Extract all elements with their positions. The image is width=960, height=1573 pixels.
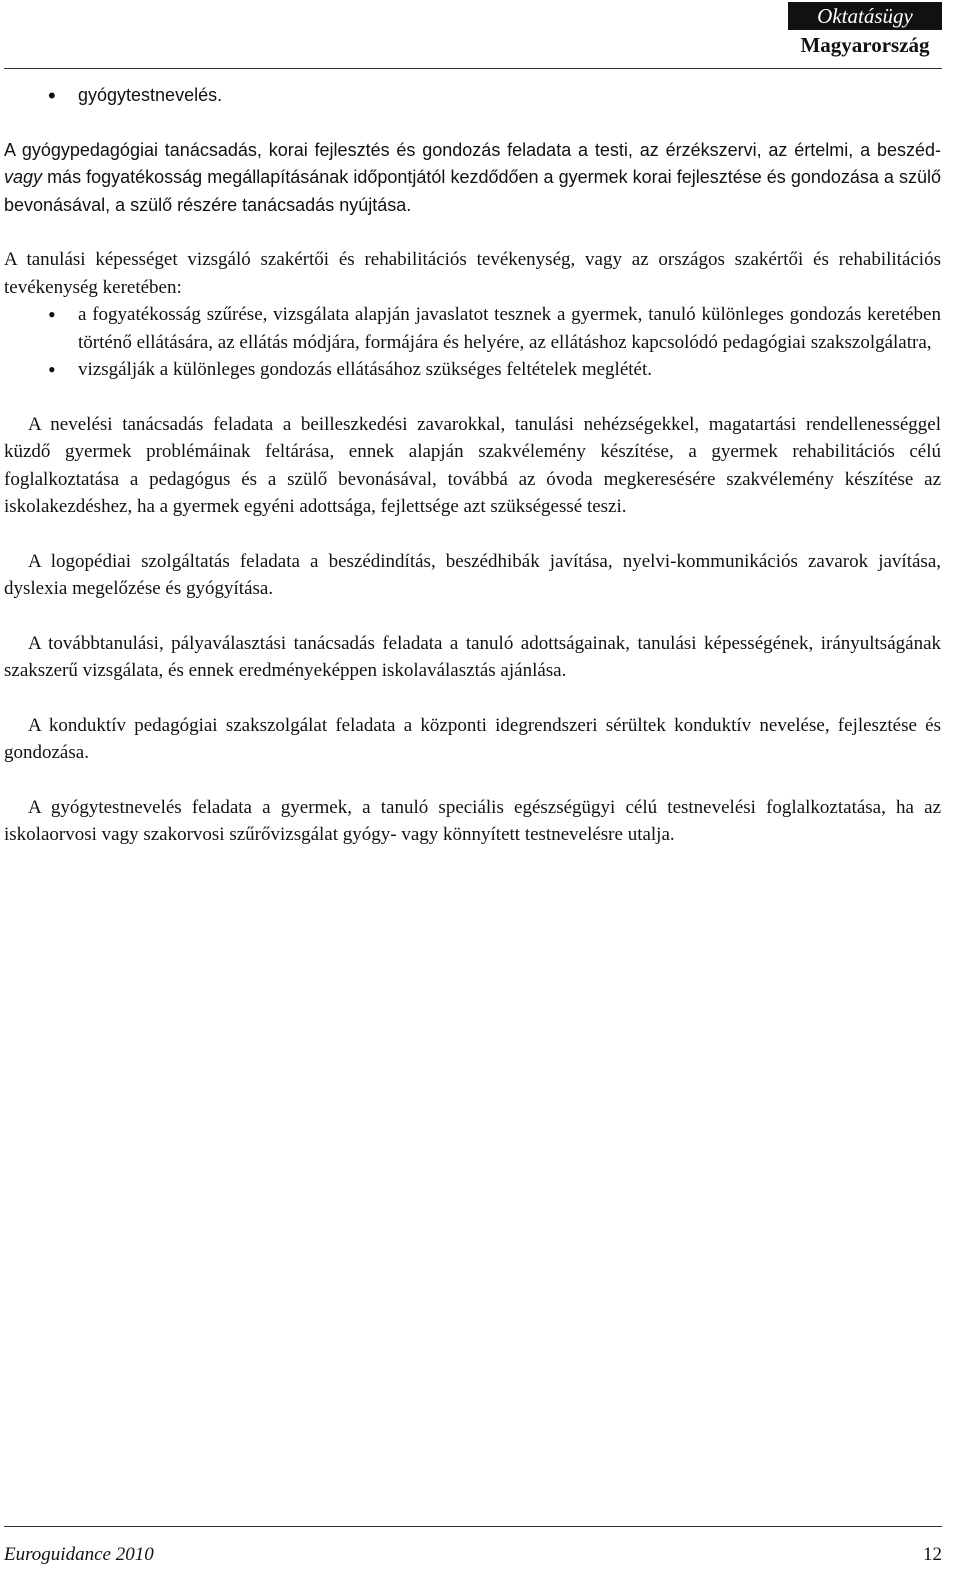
paragraph-tanulasi: A tanulási képességet vizsgáló szakértői és rehabilitációs tevékenység, vagy az országos szakértői és rehabilitációs tevékenység keretében:	[4, 249, 941, 298]
paragraph-logopediai: A logopédiai szolgáltatás feladata a beszédindítás, beszédhibák javítása, nyelvi-kommunikációs zavarok javítása, dyslexia megelőzése és gyógyítása.	[4, 550, 941, 599]
paragraph-text: más fogyatékosság megállapításának időpontjától kezdődően a gyermek korai fejlesztése és gondozása a szülő bevonásával, a szülő részére tanácsadás nyújtása.	[4, 167, 941, 215]
top-bullet-list	[4, 82, 941, 110]
footer-source: Euroguidance 2010	[4, 1544, 154, 1565]
paragraph-tovabbtanulasi: A továbbtanulási, pályaválasztási tanácsadás feladata a tanuló adottságainak, tanulási képességének, irányultságának szakszerű vizsgálata, és ennek eredményeképpen iskolaválasztás ajánlása.	[4, 632, 941, 681]
tanulasi-bullet-list	[4, 301, 941, 384]
list-item: • vizsgálják a különleges gondozás ellátásához szükséges feltételek meglétét.	[4, 356, 941, 384]
paragraph-emphasis: vagy	[4, 167, 43, 187]
paragraph-gyogytestneveles: A gyógytestnevelés feladata a gyermek, a tanuló speciális egészségügyi célú testnevelési foglalkoztatása, ha az iskolaorvosi vagy szakorvosi szűrővizsgálat gyógy- vagy könnyített testnevelésre utalja.	[4, 796, 941, 845]
paragraph-gyogypedagogiai	[4, 137, 941, 220]
document-body	[4, 82, 941, 849]
brand-subtitle: Magyarország	[800, 33, 930, 57]
list-item: • gyógytestnevelés.	[4, 82, 941, 110]
paragraph-text: A gyógypedagógiai tanácsadás, korai fejlesztés és gondozás feladata a testi, az érzékszervi, az értelmi, a beszéd-	[4, 139, 941, 160]
paragraph-konduktiv: A konduktív pedagógiai szakszolgálat feladata a központi idegrendszeri sérültek konduktív nevelése, fejlesztése és gondozása.	[4, 714, 941, 763]
header-brand	[788, 2, 942, 60]
paragraph-nevelesi: A nevelési tanácsadás feladata a beilleszkedési zavarokkal, tanulási nehézségekkel, magatartási rendellenességgel küzdő gyermek problémáinak feltárása, ennek alapján szakvélemény készítése, a gyermek rehabilitációs célú foglalkoztatása a pedagógus és a szülő bevonásával, továbbá az óvoda megkeresésére szakvélemény készítése az iskolakezdéshez, ha a gyermek egyéni adottsága, fejlettsége azt szükségessé teszi.	[4, 413, 941, 517]
list-item: • a fogyatékosság szűrése, vizsgálata alapján javaslatot tesznek a gyermek, tanuló különleges gondozás keretében történő ellátására, az ellátás módjára, formájára és helyére, az ellátáshoz kapcsolódó pedagógiai szakszolgálatra,	[4, 301, 941, 356]
header-divider	[4, 68, 942, 69]
footer-divider	[4, 1526, 942, 1527]
brand-title: Oktatásügy	[788, 2, 942, 30]
page-number: 12	[923, 1544, 942, 1565]
